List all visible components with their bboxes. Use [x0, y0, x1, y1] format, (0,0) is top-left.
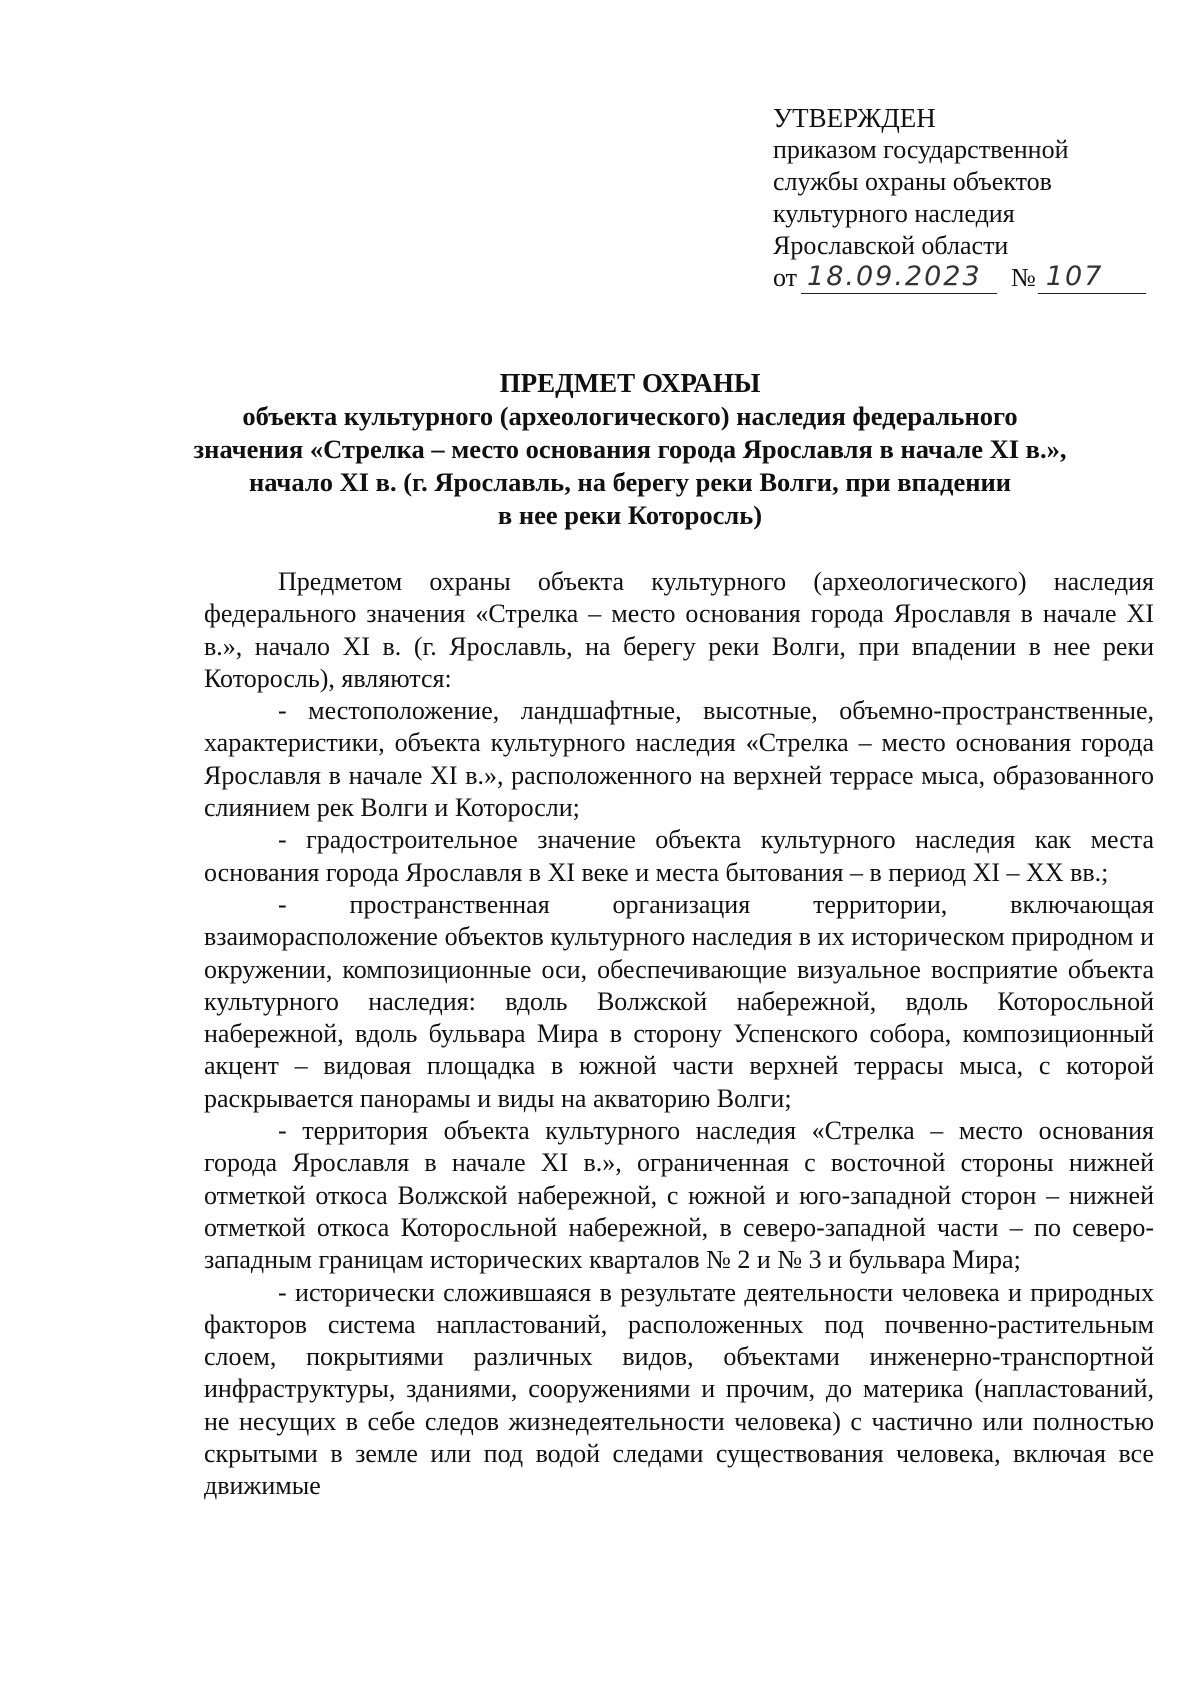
list-item: - градостроительное значение объекта культурного наследия как места основания города Ярославля в XI веке и места бытования – в период XI – XX вв.;	[204, 825, 1154, 887]
title-line: в нее реки Которосль)	[497, 500, 763, 530]
approval-title: УТВЕРЖДЕН	[773, 103, 936, 133]
approval-block	[773, 102, 1173, 294]
document-body	[204, 566, 1154, 1503]
title-line: объекта культурного (археологического) наследия федерального	[242, 401, 1018, 431]
approval-line: Ярославской области	[773, 231, 1009, 260]
list-item: - территория объекта культурного наследия «Стрелка – место основания города Ярославля в начале XI в.», ограниченная с восточной стороны нижней отметкой откоса Волжской набережной, с южной и юго-западной сторон – нижней отметкой откоса Которосльной набережной, в северо-западной части – по северо-западным границам исторических кварталов № 2 и № 3 и бульвара Мира;	[204, 1116, 1154, 1275]
intro-paragraph: Предметом охраны объекта культурного (археологического) наследия федерального значения «Стрелка – место основания города Ярославля в начале XI в.», начало XI в. (г. Ярославль, на берегу реки Волги, при впадении в нее реки Которосль), являются:	[204, 567, 1154, 693]
approval-line: культурного наследия	[773, 199, 1015, 228]
number-sign: №	[1011, 263, 1036, 292]
date-prefix: от	[773, 263, 798, 292]
document-title	[150, 367, 1110, 532]
approval-date-number-line	[773, 262, 1173, 294]
list-item: - местоположение, ландшафтные, высотные, объемно-пространственные, характеристики, объекта культурного наследия «Стрелка – место основания города Ярославля в начале XI в.», расположенного на верхней террасе мыса, образованного слиянием рек Волги и Которосли;	[204, 696, 1154, 823]
title-line: значения «Стрелка – место основания города Ярославля в начале XI в.»,	[193, 434, 1067, 464]
handwritten-order-number: 107	[1038, 263, 1146, 294]
approval-line: приказом государственной	[773, 135, 1069, 164]
approval-line: службы охраны объектов	[773, 167, 1052, 196]
handwritten-date: 18.09.2023	[801, 263, 997, 294]
list-item: - исторически сложившаяся в результате деятельности человека и природных факторов система напластований, расположенных под почвенно-растительным слоем, покрытиями различных видов, объектами инженерно-транспортной инфраструктуры, зданиями, сооружениями и прочим, до материка (напластований, не несущих в себе следов жизнедеятельности человека) с частично или полностью скрытыми в земле или под водой следами существования человека, включая все движимые	[204, 1277, 1154, 1501]
list-item: - пространственная организация территории, включающая взаиморасположение объектов культурного наследия в их историческом природном и окружении, композиционные оси, обеспечивающие визуальное восприятие объекта культурного наследия: вдоль Волжской набережной, вдоль Которосльной набережной, вдоль бульвара Мира в сторону Успенского собора, композиционный акцент – видовая площадка в южной части верхней террасы мыса, с которой раскрывается панорамы и виды на акваторию Волги;	[204, 889, 1154, 1113]
title-main: ПРЕДМЕТ ОХРАНЫ	[499, 368, 761, 398]
title-line: начало XI в. (г. Ярославль, на берегу реки Волги, при впадении	[248, 467, 1012, 497]
